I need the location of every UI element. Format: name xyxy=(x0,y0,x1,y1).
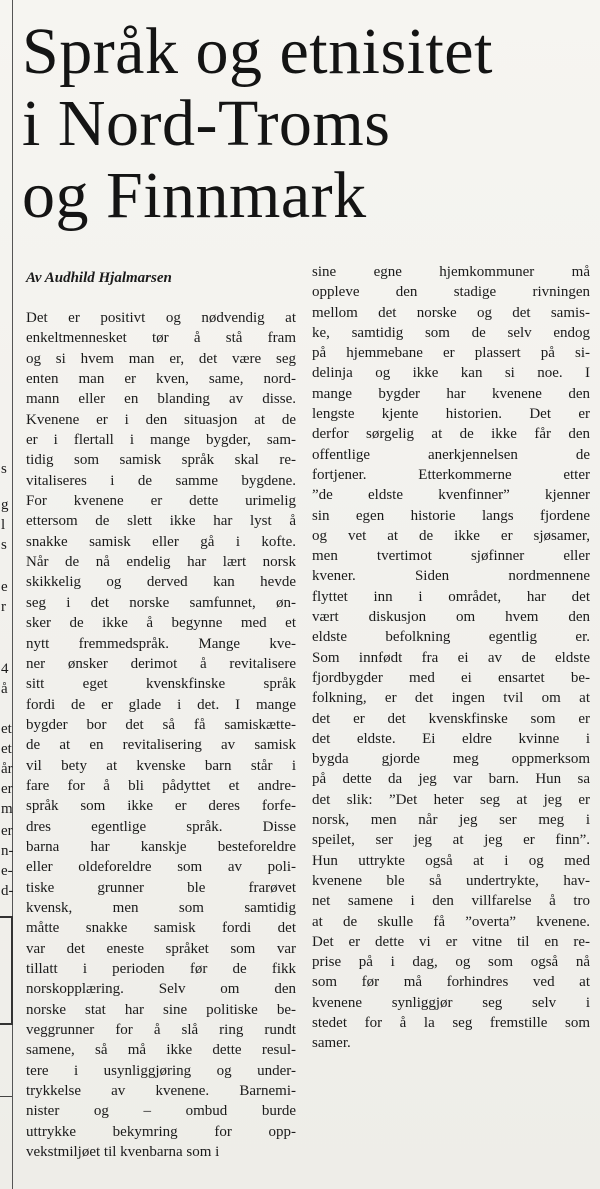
text-line: enten man er kven, same, nord- xyxy=(26,371,296,388)
text-line: kvener. Siden nordmennene xyxy=(312,568,590,585)
text-line: vil bety at kvenske barn står i xyxy=(26,757,296,774)
strip-fragment: s xyxy=(1,537,7,553)
text-line: det slik: ”Det heter seg at jeg er xyxy=(312,791,590,808)
text-line: norske stat har sine politiske be- xyxy=(26,1001,296,1018)
text-line: uttrykke bekymring for opp- xyxy=(26,1123,296,1140)
text-line: at de skulle få ”overta” kvenene. xyxy=(312,913,590,930)
text-line: samer. xyxy=(312,1035,351,1052)
text-line: For kvenene er dette urimelig xyxy=(26,493,296,510)
text-line: fordi de er glade i det. I mange xyxy=(26,696,296,713)
text-line: snakke samisk eller gå i kofte. xyxy=(26,533,296,550)
strip-fragment: e- xyxy=(1,863,13,879)
text-line: nytt fremmedspråk. Mange kve- xyxy=(26,635,296,652)
text-line: norskopplæring. Selv om den xyxy=(26,981,296,998)
text-line: ettersom de slett ikke har lyst å xyxy=(26,513,296,530)
text-line: Hun uttrykte også at i og med xyxy=(312,852,590,869)
text-line: kvenene ble så undertrykte, hav- xyxy=(312,872,590,889)
text-line: folkning, er det ingen tvil om at xyxy=(312,690,590,707)
text-line: er i flertall i mange bygder, sam- xyxy=(26,432,296,449)
text-line: flyttet inn i området, har det xyxy=(312,588,590,605)
strip-fragment: r xyxy=(1,599,6,615)
text-line: vitaliseres i de samme bygdene. xyxy=(26,472,296,489)
adjacent-rule xyxy=(0,1096,12,1097)
text-line: lengste kjente historien. Det er xyxy=(312,406,590,423)
text-line: nister og – ombud burde xyxy=(26,1103,296,1120)
text-line: speilet, ser jeg at jeg er finn”. xyxy=(312,832,590,849)
author-byline: Av Audhild Hjalmarsen xyxy=(26,270,172,286)
text-line: Det er positivt og nødvendig at xyxy=(26,310,296,326)
strip-fragment: er xyxy=(1,823,13,839)
text-line: oppleve den stadige rivningen xyxy=(312,284,590,301)
text-line: Som innfødt fra ei av de eldste xyxy=(312,649,590,666)
text-line: derfor sørgelig at de ikke får den xyxy=(312,426,590,443)
text-line: norsk, men når jeg ser meg i xyxy=(312,812,590,829)
headline-line: i Nord-Troms xyxy=(22,87,391,160)
text-line: barna har kanskje besteforeldre xyxy=(26,838,296,855)
text-line: prise på i dag, og som også nå xyxy=(312,954,590,971)
text-line: eldste befolkning egentlig er. xyxy=(312,629,590,646)
strip-fragment: et xyxy=(1,741,12,757)
text-line: ke, samtidig som de selv endog xyxy=(312,324,590,341)
article-headline xyxy=(22,16,592,232)
text-line: på dette da jeg var barn. Hun sa xyxy=(312,771,590,788)
strip-fragment: 4 xyxy=(1,661,9,677)
text-line: trykkelse av kvenene. Barnemi- xyxy=(26,1083,296,1100)
text-line: tidig som samisk språk skal re- xyxy=(26,452,296,469)
text-line: mann eller en blanding av disse. xyxy=(26,391,296,408)
text-line: ner ønsker derimot å revitalisere xyxy=(26,655,296,672)
text-line: vært diskusjon om hvem den xyxy=(312,609,590,626)
text-line: fare for å bli pådyttet et andre- xyxy=(26,777,296,794)
text-line: veggrunner for å slå ring rundt xyxy=(26,1022,296,1039)
strip-fragment: g xyxy=(1,497,9,513)
text-line: kvensk, men som samtidig xyxy=(26,899,296,916)
text-line: offentlige anerkjennelsen de xyxy=(312,446,590,463)
strip-fragment: n- xyxy=(1,843,14,859)
text-line: seg i det norske samfunnet, øn- xyxy=(26,594,296,611)
strip-fragment: er xyxy=(1,781,13,797)
text-line: ”de eldste kvenfinner” kjenner xyxy=(312,487,590,504)
text-line: mellom det norske og det samis- xyxy=(312,304,590,321)
headline-line: Språk og etnisitet xyxy=(22,15,493,88)
text-line: Kvenene er i den situasjon at de xyxy=(26,411,296,428)
strip-fragment: et xyxy=(1,721,12,737)
text-line: kvenene synliggjør seg selv i xyxy=(312,994,590,1011)
text-line: sitt eget kvenskfinske språk xyxy=(26,676,296,693)
text-line: stedet for å la seg fremstille som xyxy=(312,1014,590,1031)
strip-fragment: d- xyxy=(1,883,14,899)
strip-fragment: år xyxy=(1,761,13,777)
text-line: sker de ikke å begynne med et xyxy=(26,615,296,632)
strip-fragment: l xyxy=(1,517,6,533)
text-line: mange bygder har kvenene den xyxy=(312,385,590,402)
article-column-left xyxy=(26,308,298,1162)
text-line: sine egne hjemkommuner må xyxy=(312,264,590,280)
text-line: som før må forhindres ved at xyxy=(312,974,590,991)
strip-fragment: e xyxy=(1,579,8,595)
text-line: var det eneste språket som var xyxy=(26,940,296,957)
text-line: tillatt i perioden før de fikk xyxy=(26,961,296,977)
strip-fragment: å xyxy=(1,681,8,697)
text-line: men tvertimot sjøfinner eller xyxy=(312,548,590,565)
text-line: vekstmiljøet til kvenbarna som i xyxy=(26,1144,220,1161)
text-line: enkeltmennesket tør å stå fram xyxy=(26,330,296,347)
text-line: eller oldeforeldre som av poli- xyxy=(26,859,296,876)
text-line: det er det kvenskfinske som er xyxy=(312,710,590,727)
text-line: de at en revitalisering av samisk xyxy=(26,737,296,754)
text-line: bygder bor det så få samiskætte- xyxy=(26,716,296,733)
text-line: Det er dette vi er vitne til en re- xyxy=(312,933,590,950)
text-line: måtte snakke samisk fordi det xyxy=(26,920,296,937)
text-line: og vet at de ikke er sjøsamer, xyxy=(312,527,590,544)
text-line: på hjemmebane er plassert på si- xyxy=(312,345,590,362)
text-line: tere i usynliggjøring og under- xyxy=(26,1062,296,1079)
adjacent-box-frame xyxy=(0,916,13,1025)
text-line: skikkelig og derved kan hevde xyxy=(26,574,296,591)
strip-fragment: s xyxy=(1,461,7,477)
article-column-right xyxy=(312,262,592,1054)
text-line: fortjener. Etterkommerne etter xyxy=(312,466,590,483)
text-line: samene, så må ikke dette resul- xyxy=(26,1042,296,1059)
headline-line: og Finnmark xyxy=(22,159,367,232)
text-line: språk som ikke er deres forfe- xyxy=(26,798,296,815)
text-line: bygda gjorde meg oppmerksom xyxy=(312,751,590,768)
text-line: og si hvem man er, det være seg xyxy=(26,350,296,367)
text-line: tiske grunner ble frarøvet xyxy=(26,879,296,896)
text-line: Når de nå endelig har lært norsk xyxy=(26,554,296,571)
text-line: net samene i den villfarelse å tro xyxy=(312,893,590,910)
text-line: sin egen historie langs fjordene xyxy=(312,507,590,524)
text-line: fjordbygder med ei ensartet be- xyxy=(312,669,590,686)
text-line: det eldste. Ei eldre kvinne i xyxy=(312,730,590,747)
text-line: delinja og ikke kan si noe. I xyxy=(312,365,590,382)
text-line: dres egentlige språk. Disse xyxy=(26,818,296,835)
strip-fragment: m xyxy=(1,801,13,817)
